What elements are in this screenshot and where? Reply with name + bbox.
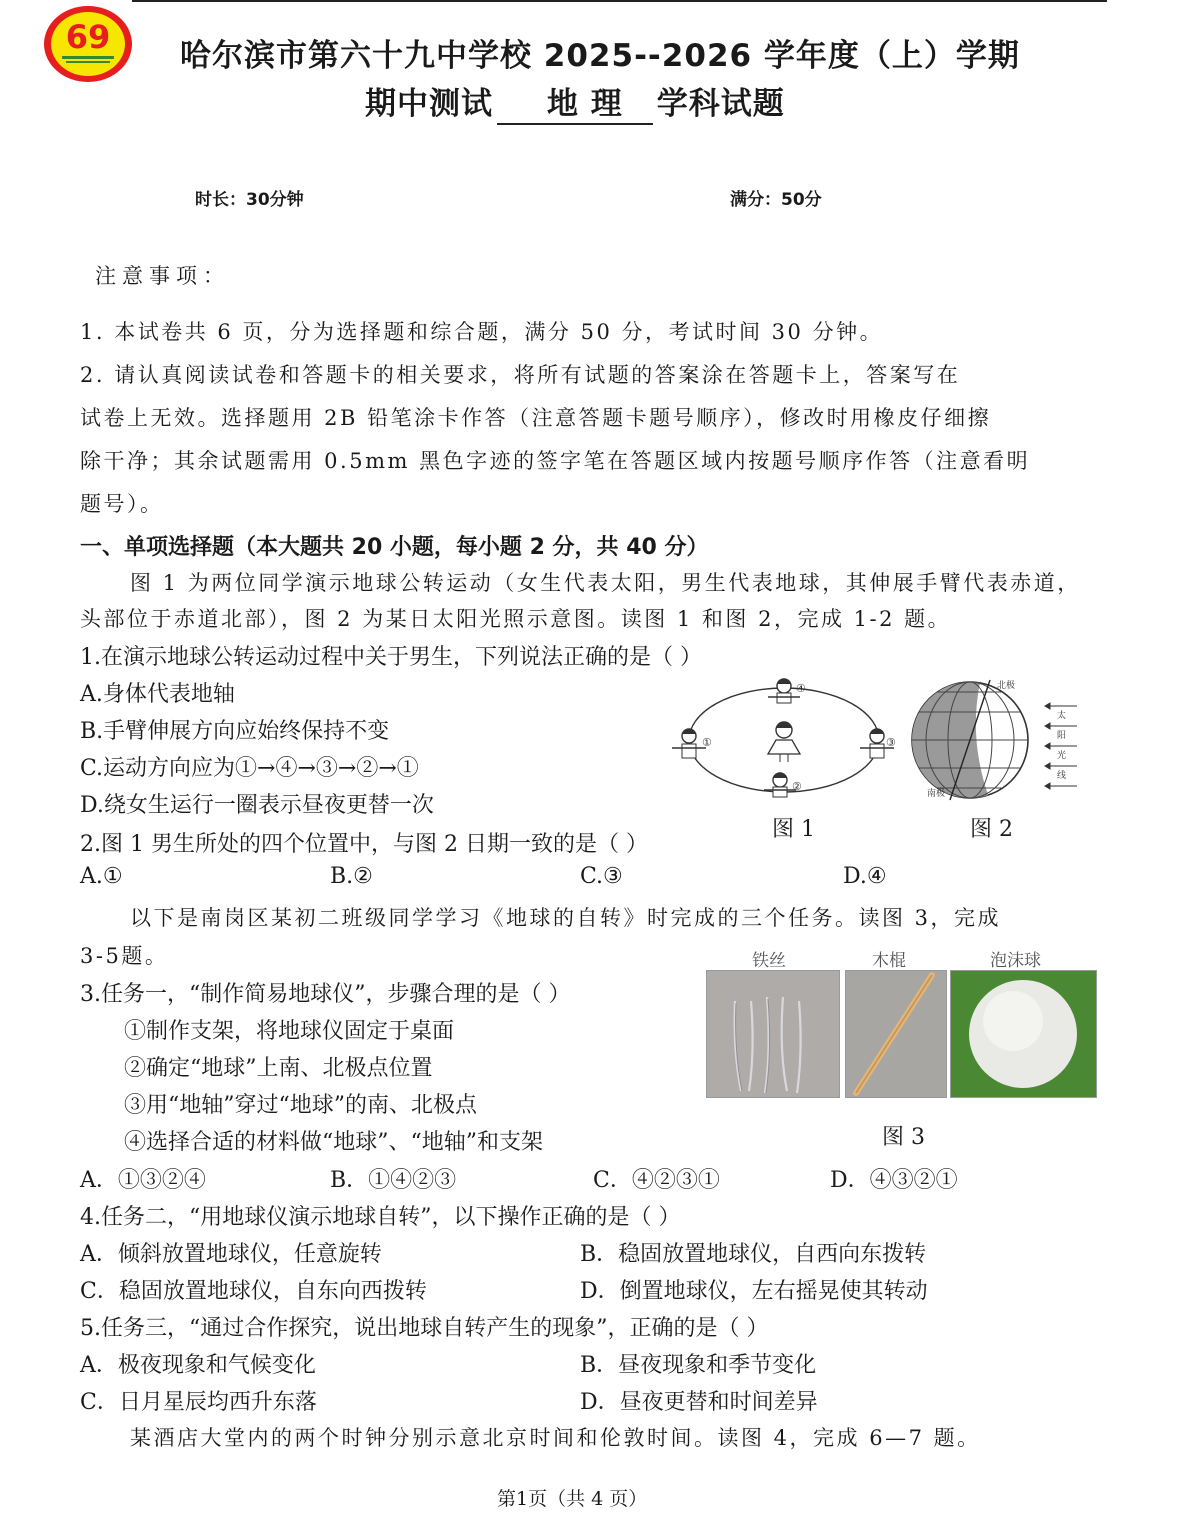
top-rule <box>132 0 1107 2</box>
q3-step-1: ①制作支架，将地球仪固定于桌面 <box>124 1019 455 1044</box>
q3-option-d: D．④③②① <box>830 1168 958 1193</box>
figure-2-caption: 图 2 <box>970 817 1013 842</box>
title-subject: 地 理 <box>497 78 653 125</box>
q5-option-a: A．极夜现象和气候变化 <box>80 1353 316 1378</box>
q4-stem: 4.任务二，“用地球仪演示地球自转”，以下操作正确的是（ ） <box>80 1205 681 1230</box>
fig3-label-wire: 铁丝 <box>752 951 786 971</box>
notice-heading: 注意事项： <box>95 264 230 288</box>
q1-stem: 1.在演示地球公转运动过程中关于男生，下列说法正确的是（ ） <box>80 645 702 670</box>
q4-option-a: A．倾斜放置地球仪，任意旋转 <box>80 1242 382 1267</box>
figure-3-caption: 图 3 <box>882 1125 925 1150</box>
photo-wooden-stick <box>845 970 947 1098</box>
q3-stem: 3.任务一，“制作简易地球仪”，步骤合理的是（ ） <box>80 982 571 1007</box>
north-pole-label: 北极 <box>997 681 1016 691</box>
notice-line-2b: 试卷上无效。选择题用 2B 铅笔涂卡作答（注意答题卡题号顺序），修改时用橡皮仔细擦 <box>80 406 992 430</box>
sunlight-label-3: 光 <box>1057 751 1067 761</box>
figure-1-caption: 图 1 <box>772 817 815 842</box>
sunlight-label-2: 阳 <box>1057 731 1067 741</box>
section-1-intro-b: 头部位于赤道北部），图 2 为某日太阳光照示意图。读图 1 和图 2，完成 1-2 题。 <box>80 607 952 631</box>
intro-2-b: 3-5题。 <box>80 944 169 968</box>
q5-stem: 5.任务三，“通过合作探究，说出地球自转产生的现象”，正确的是（ ） <box>80 1316 769 1341</box>
q1-option-b: B.手臂伸展方向应始终保持不变 <box>80 719 390 744</box>
intro-2-a: 以下是南岗区某初二班级同学学习《地球的自转》时完成的三个任务。读图 3，完成 <box>130 906 1002 930</box>
q2-stem: 2.图 1 男生所处的四个位置中，与图 2 日期一致的是（ ） <box>80 832 648 857</box>
girl-figure-sun <box>768 722 800 762</box>
sunlight-label-1: 太 <box>1057 711 1067 721</box>
q3-step-4: ④选择合适的材料做“地球”、“地轴”和支架 <box>124 1130 543 1155</box>
q1-option-c: C.运动方向应为①→④→③→②→① <box>80 756 419 781</box>
q2-option-c: C.③ <box>580 864 623 889</box>
q3-step-3: ③用“地轴”穿过“地球”的南、北极点 <box>124 1093 477 1118</box>
q2-option-b: B.② <box>330 864 373 889</box>
logo-text: 69 <box>65 18 111 56</box>
q5-option-d: D．昼夜更替和时间差异 <box>580 1390 818 1415</box>
q2-option-a: A.① <box>80 864 123 889</box>
section-1-intro-a: 图 1 为两位同学演示地球公转运动（女生代表太阳，男生代表地球，其伸展手臂代表赤道， <box>130 571 1081 595</box>
figure-2-sunlight-diagram <box>905 678 1090 803</box>
q3-option-c: C．④②③① <box>593 1168 720 1193</box>
fig3-label-stick: 木棍 <box>872 951 906 971</box>
figure-1-orbit-diagram <box>672 676 902 801</box>
photo-foam-ball <box>950 970 1097 1098</box>
fig3-label-ball: 泡沫球 <box>990 951 1041 971</box>
exam-full-score: 满分：50分 <box>730 190 822 210</box>
q1-option-d: D.绕女生运行一圈表示昼夜更替一次 <box>80 793 434 818</box>
label-pos2: ② <box>792 780 802 793</box>
q4-option-b: B．稳固放置地球仪，自西向东拨转 <box>580 1242 927 1267</box>
q3-option-b: B．①④②③ <box>330 1168 457 1193</box>
school-logo <box>42 4 134 84</box>
notice-line-2a: 2. 请认真阅读试卷和答题卡的相关要求，将所有试题的答案涂在答题卡上，答案写在 <box>80 363 961 387</box>
photo-iron-wire <box>706 970 840 1098</box>
q5-option-b: B．昼夜现象和季节变化 <box>580 1353 817 1378</box>
page-footer: 第1页（共 4 页） <box>497 1488 648 1510</box>
q3-step-2: ②确定“地球”上南、北极点位置 <box>124 1056 433 1081</box>
boy-figure-pos1 <box>672 729 706 758</box>
q4-option-c: C．稳固放置地球仪，自东向西拨转 <box>80 1279 427 1304</box>
exam-duration: 时长：30分钟 <box>195 190 304 210</box>
label-pos3: ③ <box>886 736 896 749</box>
notice-line-2d: 题号）。 <box>80 492 164 516</box>
notice-line-2c: 除干净；其余试题需用 0.5mm 黑色字迹的签字笔在答题区域内按题号顺序作答（注意看明 <box>80 449 1031 473</box>
exam-title-line1: 哈尔滨市第六十九中学校 2025--2026 学年度（上）学期 <box>180 38 1020 74</box>
section-1-heading: 一、单项选择题（本大题共 20 小题，每小题 2 分，共 40 分） <box>80 535 709 560</box>
intro-3: 某酒店大堂内的两个时钟分别示意北京时间和伦敦时间。读图 4，完成 6—7 题。 <box>130 1426 981 1450</box>
notice-line-1: 1. 本试卷共 6 页，分为选择题和综合题，满分 50 分，考试时间 30 分钟。 <box>80 320 884 344</box>
title-prefix: 期中测试 <box>365 86 493 122</box>
q1-option-a: A.身体代表地轴 <box>80 682 235 707</box>
label-pos1: ① <box>702 736 712 749</box>
q2-option-d: D.④ <box>843 864 887 889</box>
sunlight-label-4: 线 <box>1057 771 1067 781</box>
q5-option-c: C．日月星辰均西升东落 <box>80 1390 317 1415</box>
exam-title-line2 <box>365 78 785 125</box>
title-suffix: 学科试题 <box>656 86 785 122</box>
q3-option-a: A．①③②④ <box>80 1168 206 1193</box>
q4-option-d: D．倒置地球仪，左右摇晃使其转动 <box>580 1279 928 1304</box>
south-pole-label: 南极 <box>927 789 946 799</box>
label-pos4: ④ <box>796 682 806 695</box>
